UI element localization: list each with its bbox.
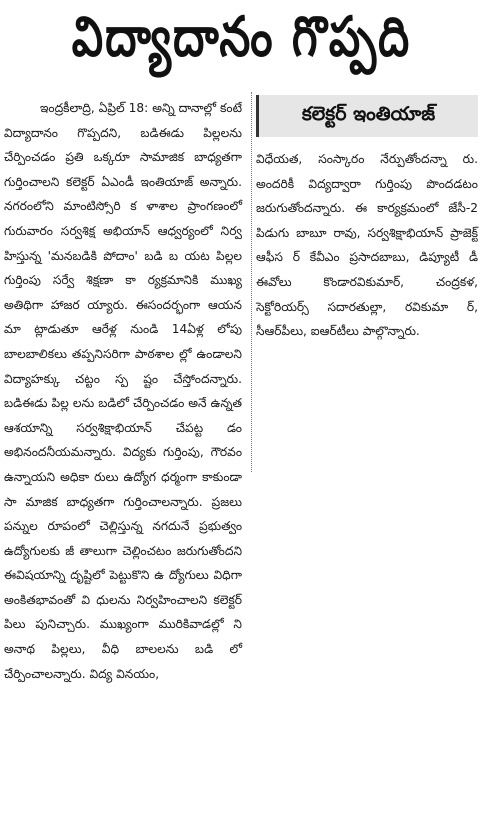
article-body-left: ఇంద్రకీలాద్రి, ఏప్రిల్ 18: అన్ని దానాల్లో కంటే విద్యాదానం గొప్పదని, బడిఈడు పిల్లలను చేర్పించడం ప్రతి ఒక్కరూ సామాజిక బాధ్యతగా గుర్తించాలని కలెక్టర్ ఏఎండీ ఇంతియాజ్ అన్నారు. నగరంలోని మాంటిస్సోరి క ళాశాల ప్రాంగణంలో గురువారం సర్వశిక్ష అభియాన్ ఆధ్వర్యంలో నిర్వ హిస్తున్న 'మనబడికి పోదాం' బడి బ యట పిల్లల గుర్తింపు సర్వే శిక్షణా కా ర్యక్రమానికి ముఖ్య అతిథిగా హాజర య్యారు. ఈసందర్భంగా ఆయన మా ట్లాడుతూ ఆరేళ్ల నుండి 14ఏళ్ల లోపు బాలబాలికలు తప్పనిసరిగా పాఠశాల ల్లో ఉండాలని విద్యాహక్కు చట్టం స్ప ష్టం చేస్తోందన్నారు. బడిఈడు పిల్ల లను బడిలో చేర్పించడం అనే ఉన్నత ఆశయాన్ని సర్వశిక్షాభియాన్ చేపట్ట డం అభినందనీయమన్నారు. విద్యకు గుర్తింపు, గౌరవం ఉన్నాయని అధికా రులు ఉద్యోగ ధర్మంగా కాకుండా సా మాజిక బాధ్యతగా గుర్తించాలన్నారు. ప్రజలు పన్నుల రూపంలో చెల్లిస్తున్న నగదునే ప్రభుత్వం ఉద్యోగులకు జీ తాలుగా చెల్లించటం జరుగుతోందని ఈవిషయాన్ని దృష్టిలో పెట్టుకొని ఉ ద్యోగులు విధిగా అంకితభావంతో వి ధులను నిర్వహించాలని కలెక్టర్ పిలు పునిచ్చారు. ముఖ్యంగా మురికివాడల్లో ని అనాథ పిల్లలు, వీధి బాలలను బడి లో చేర్పించాలన్నారు. విద్య వినయం, — [4, 101, 242, 681]
column-divider — [251, 92, 252, 472]
article-column-right — [256, 147, 478, 344]
callout-box: కలెక్టర్ ఇంతియాజ్ — [256, 95, 478, 137]
article-body-right: విధేయత, సంస్కారం నేర్పుతోందన్నా రు. అందరికీ విద్యద్వారా గుర్తింపు పొందడటం జరుగుతోందన్నారు. ఈ కార్యక్రమంలో జేసీ-2 పిడుగు బాబూ రావు, సర్వశిక్షాభియాన్ ప్రాజెక్ట్ ఆఫీస ర్ కేవీఎం ప్రసాదబాబు, డిప్యూటీ డీ ఈవోలు కొండారవికుమార్, చంద్రకళ, సెక్టోరియర్స్ సదారతుల్లా, రవికుమా ర్, సీఆర్‌పీలు, ఐఆర్‌టీలు పాల్గొన్నారు. — [256, 152, 478, 339]
headline: విద్యాదానం గొప్పది — [71, 5, 412, 69]
article-column-left — [4, 96, 242, 686]
